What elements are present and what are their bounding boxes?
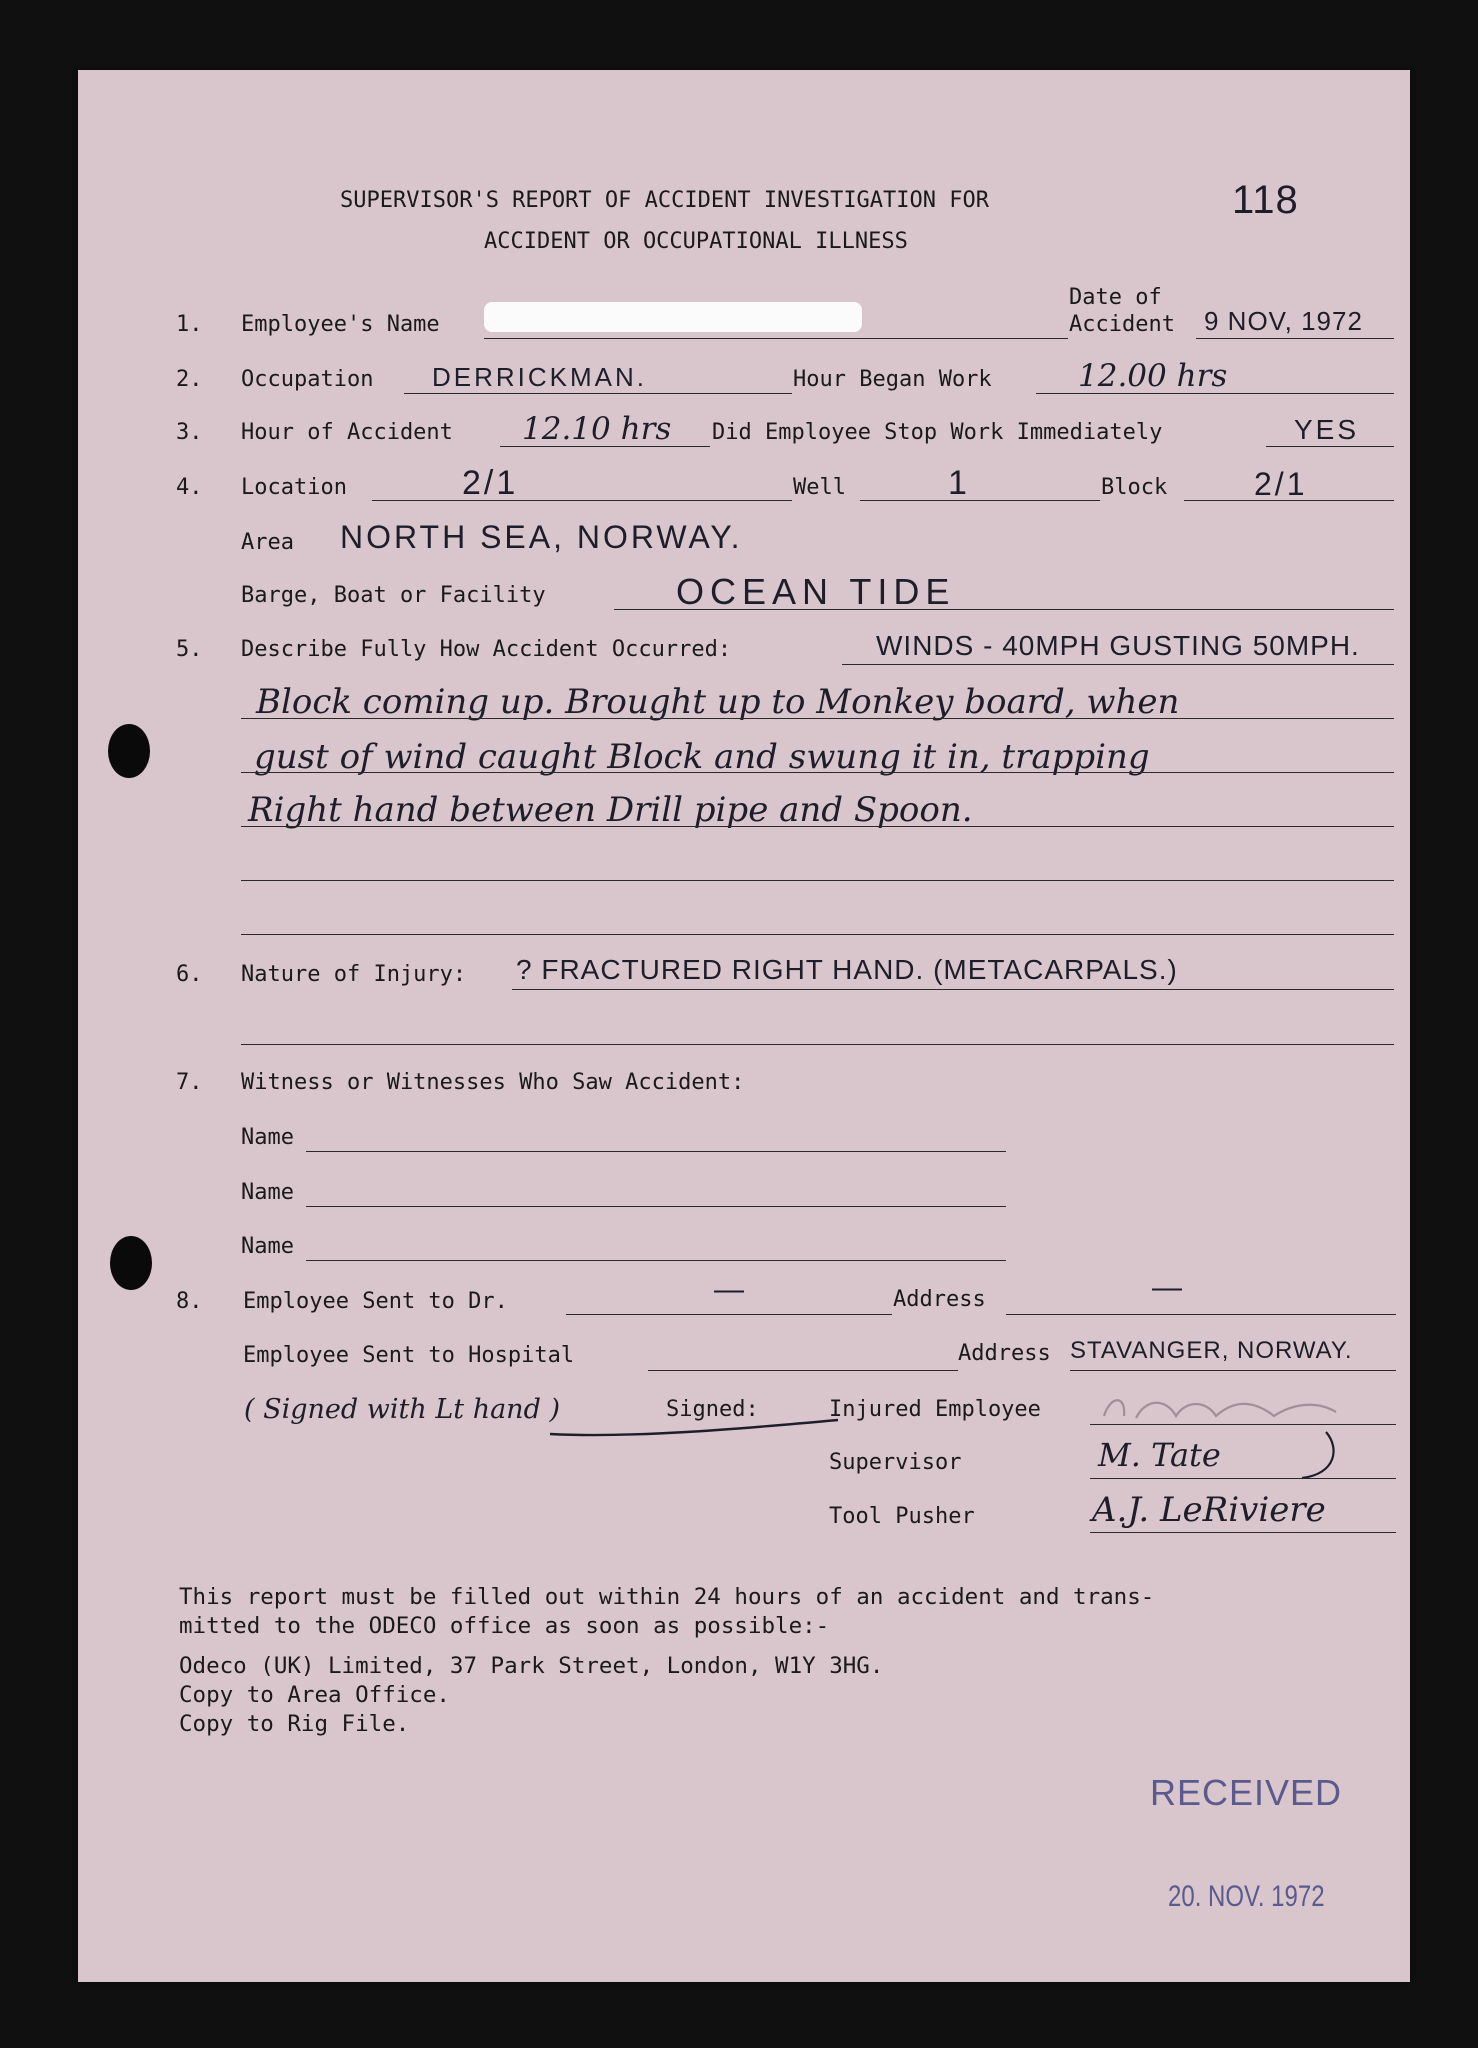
describe-line-3-text: Right hand between Drill pipe and Spoon.	[248, 790, 973, 830]
tool-pusher-signature: A.J. LeRiviere	[1092, 1490, 1326, 1530]
punch-hole-bottom	[110, 1236, 152, 1290]
hour-began-value: 12.00 hrs	[1078, 358, 1228, 394]
witness-name-label-2: Name	[241, 1180, 294, 1205]
hour-of-accident-value: 12.10 hrs	[522, 411, 672, 447]
doctor-line	[566, 1314, 892, 1315]
describe-label: Describe Fully How Accident Occurred:	[241, 637, 732, 662]
nature-of-injury-line	[512, 989, 1394, 990]
received-stamp-date: 20. NOV. 1972	[1168, 1880, 1325, 1913]
stop-work-value: YES	[1294, 414, 1360, 445]
hour-began-line	[1036, 393, 1394, 394]
hospital-address-value: STAVANGER, NORWAY.	[1070, 1337, 1353, 1364]
witness-name-label-3: Name	[241, 1234, 294, 1259]
field-1-number: 1.	[176, 312, 203, 337]
signed-with-left-hand-note: ( Signed with Lt hand )	[244, 1394, 560, 1425]
accident-date-value: 9 NOV, 1972	[1204, 306, 1363, 336]
block-value: 2/1	[1254, 466, 1308, 502]
nature-of-injury-line-2	[241, 1044, 1394, 1045]
form-title-line2: ACCIDENT OR OCCUPATIONAL ILLNESS	[484, 229, 908, 254]
witness-label: Witness or Witnesses Who Saw Accident:	[241, 1070, 745, 1095]
employee-name-label: Employee's Name	[241, 312, 440, 337]
nature-of-injury-label: Nature of Injury:	[241, 962, 467, 987]
well-value: 1	[948, 464, 970, 502]
barge-label: Barge, Boat or Facility	[241, 583, 546, 608]
doctor-value: —	[714, 1273, 747, 1306]
copy-area-office: Copy to Area Office.	[179, 1682, 450, 1708]
barge-value: OCEAN TIDE	[676, 571, 956, 612]
block-label: Block	[1101, 475, 1168, 500]
employee-name-line	[484, 338, 1068, 339]
describe-line-3	[241, 826, 1394, 827]
supervisor-line	[1090, 1478, 1396, 1479]
hour-of-accident-line	[500, 446, 710, 447]
hospital-address-line	[1070, 1370, 1396, 1371]
punch-hole-top	[108, 724, 150, 778]
location-line	[372, 500, 792, 501]
well-label: Well	[793, 475, 846, 500]
instructions-line-1: This report must be filled out within 24 hours of an accident and trans-	[179, 1584, 1155, 1610]
form-title-line1: SUPERVISOR'S REPORT OF ACCIDENT INVESTIGATION FOR	[340, 188, 990, 213]
field-3-number: 3.	[176, 420, 203, 445]
supervisor-label: Supervisor	[829, 1450, 962, 1475]
area-value: NORTH SEA, NORWAY.	[340, 519, 743, 555]
describe-line-1-text: Block coming up. Brought up to Monkey board, when	[256, 682, 1180, 722]
tool-pusher-label: Tool Pusher	[829, 1504, 975, 1529]
signed-label: Signed:	[666, 1397, 759, 1422]
describe-line-4	[241, 880, 1394, 881]
hospital-line	[648, 1370, 958, 1371]
hour-began-label: Hour Began Work	[793, 367, 992, 392]
describe-line-5	[241, 934, 1394, 935]
hour-of-accident-label: Hour of Accident	[241, 420, 453, 445]
doctor-label: Employee Sent to Dr.	[243, 1289, 508, 1314]
witness-name-line-2	[306, 1206, 1006, 1207]
field-5-number: 5.	[176, 637, 203, 662]
doctor-address-line	[1006, 1314, 1396, 1315]
block-line	[1184, 500, 1394, 501]
field-7-number: 7.	[176, 1070, 203, 1095]
injured-employee-label: Injured Employee	[829, 1397, 1041, 1422]
well-line	[860, 500, 1100, 501]
odeco-address: Odeco (UK) Limited, 37 Park Street, London, W1Y 3HG.	[179, 1653, 884, 1679]
accident-label: Accident	[1069, 312, 1175, 337]
nature-of-injury-value: ? FRACTURED RIGHT HAND. (METACARPALS.)	[516, 954, 1178, 985]
area-label: Area	[241, 530, 294, 555]
occupation-value: DERRICKMAN.	[432, 362, 648, 392]
page-number: 118	[1232, 178, 1299, 222]
received-stamp: RECEIVED	[1150, 1772, 1343, 1813]
describe-value-first: WINDS - 40MPH GUSTING 50MPH.	[876, 630, 1360, 661]
date-of-label: Date of	[1069, 285, 1162, 310]
witness-name-line-3	[306, 1260, 1006, 1261]
accident-date-line	[1196, 338, 1394, 339]
redacted-employee-name	[484, 302, 862, 332]
field-4-number: 4.	[176, 475, 203, 500]
instructions-line-2: mitted to the ODECO office as soon as possible:-	[179, 1613, 830, 1639]
injured-employee-line	[1090, 1424, 1396, 1425]
location-label: Location	[241, 475, 347, 500]
location-value: 2/1	[462, 464, 519, 502]
witness-name-line-1	[306, 1151, 1006, 1152]
stop-work-label: Did Employee Stop Work Immediately	[712, 420, 1163, 445]
barge-line	[614, 609, 1394, 610]
field-2-number: 2.	[176, 367, 203, 392]
occupation-label: Occupation	[241, 367, 374, 392]
tool-pusher-line	[1090, 1532, 1396, 1533]
describe-line-2-text: gust of wind caught Block and swung it in, trapping	[254, 737, 1150, 777]
doctor-address-value: —	[1152, 1271, 1185, 1304]
field-6-number: 6.	[176, 962, 203, 987]
witness-name-label-1: Name	[241, 1125, 294, 1150]
describe-line-2	[241, 772, 1394, 773]
occupation-line	[404, 393, 792, 394]
hospital-address-label: Address	[958, 1341, 1051, 1366]
supervisor-signature: M. Tate	[1098, 1436, 1221, 1474]
hospital-label: Employee Sent to Hospital	[243, 1343, 575, 1368]
field-8-number: 8.	[176, 1289, 203, 1314]
describe-line-0	[842, 664, 1394, 665]
supervisor-signature-flourish	[1296, 1428, 1356, 1488]
copy-rig-file: Copy to Rig File.	[179, 1711, 410, 1737]
describe-line-1	[241, 718, 1394, 719]
doctor-address-label: Address	[893, 1287, 986, 1312]
stop-work-line	[1266, 446, 1394, 447]
